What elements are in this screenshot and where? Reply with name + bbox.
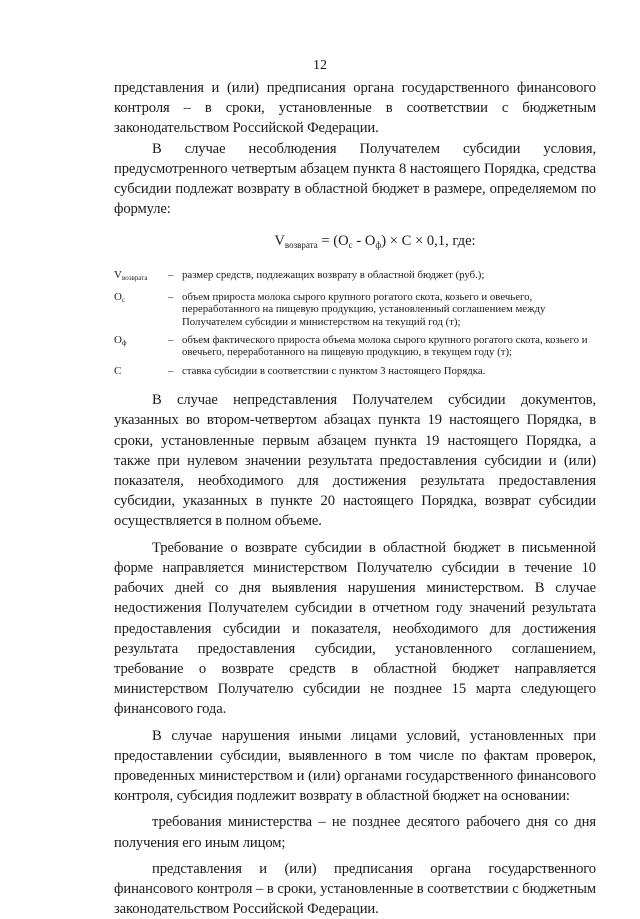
formula-of-sub: ф (375, 240, 382, 251)
symbol-letter: O (114, 334, 122, 347)
definition-text: объем прироста молока сырого крупного рогатого скота, козьего и овечьего, переработанного на пищевую продукцию, установленный соглашением между Получателем субсидии и министерством на текущий год (т); (182, 290, 546, 328)
paragraph-ministry-request: требования министерства – не позднее десятого рабочего дня со дня получения его иным лицом; (114, 814, 596, 851)
symbol-letter: O (114, 290, 122, 303)
definition-symbol (114, 334, 168, 359)
definition-dash: – (168, 364, 174, 377)
definition-dash: – (168, 290, 174, 303)
symbol-subscript: возврата (121, 274, 148, 283)
paragraph-others: В случае нарушения иными лицами условий, установленных при предоставлении субсидии, выявленного в том числе по фактам проверок, проведенных министерством и (или) органами государственного финансового контроля, субсидия подлежит возврату в областной бюджет на основании: (114, 727, 596, 805)
formula-v: V (274, 233, 285, 250)
definition-dash: – (168, 269, 174, 282)
definition-dash: – (168, 334, 174, 347)
paragraph-nonfulfillment: В случае несоблюдения Получателем субсидии условия, предусмотренного четвертым абзацем пункта 8 настоящего Порядка, средства субсидии подлежат возврату в областной бюджет в размере, определяемом по формуле: (114, 140, 596, 218)
symbol-letter: C (114, 364, 122, 377)
formula-tail: ) × C × 0,1, где: (381, 233, 476, 250)
paragraph-nonsubmission: В случае непредставления Получателем субсидии документов, указанных во втором-четвертом абзацах пункта 19 настоящего Порядка, в сроки, установленные первым абзацем пункта 19 настоящего Порядка, а также при нулевом значении результата предоставления субсидии и (или) показателя, необходимого для достижения результата предоставления субсидии, указанных в пункте 20 настоящего Порядка, возврат субсидии осуществляется в полном объеме. (114, 392, 596, 530)
definition-text: ставка субсидии в соответствии с пунктом 3 настоящего Порядка. (182, 364, 486, 377)
paragraph-requirement: Требование о возврате субсидии в областной бюджет в письменной форме направляется министерством Получателю субсидии в течение 10 рабочих дней со дня выявления нарушения министерством. В случае недостижения Получателем субсидии в отчетном году значений результата предоставления субсидии и показателя, необходимого для достижения результата предоставления субсидии, установленного соглашением, требование о возврате средств в областной бюджет направляется министерством Получателю субсидии не позднее 15 марта следующего финансового года. (114, 539, 596, 718)
paragraph-final: представления и (или) предписания органа государственного финансового контроля – в сроки, установленные в соответствии с бюджетным законодательством Российской Федерации. (114, 860, 596, 918)
definition-text: размер средств, подлежащих возврату в областной бюджет (руб.); (182, 269, 485, 282)
definition-row (114, 269, 596, 284)
definition-symbol (114, 269, 168, 284)
formula-eq-open: = (O (317, 233, 349, 250)
document-body (114, 78, 596, 919)
definition-row (114, 291, 596, 328)
refund-formula (154, 231, 596, 255)
formula-v-sub: возврата (284, 240, 318, 251)
definition-symbol (114, 365, 168, 380)
page-number: 12 (313, 58, 327, 73)
intro-paragraph: представления и (или) предписания органа государственного финансового контроля – в сроки, установленные в соответствии с бюджетным законодательством Российской Федерации. (114, 80, 596, 137)
definition-row (114, 365, 596, 380)
symbol-subscript: с (121, 295, 126, 304)
definition-row (114, 334, 596, 359)
definition-text: объем фактического прироста объема молока сырого крупного рогатого скота, козьего и овечьего, переработанного на пищевую продукцию, в текущем году (т); (182, 334, 588, 359)
definition-symbol (114, 291, 168, 328)
symbol-letter: V (114, 269, 122, 282)
formula-definitions (114, 269, 596, 380)
symbol-subscript: ф (121, 339, 127, 348)
formula-oc-sub: с (348, 240, 353, 251)
formula-minus-of: - O (352, 233, 376, 250)
